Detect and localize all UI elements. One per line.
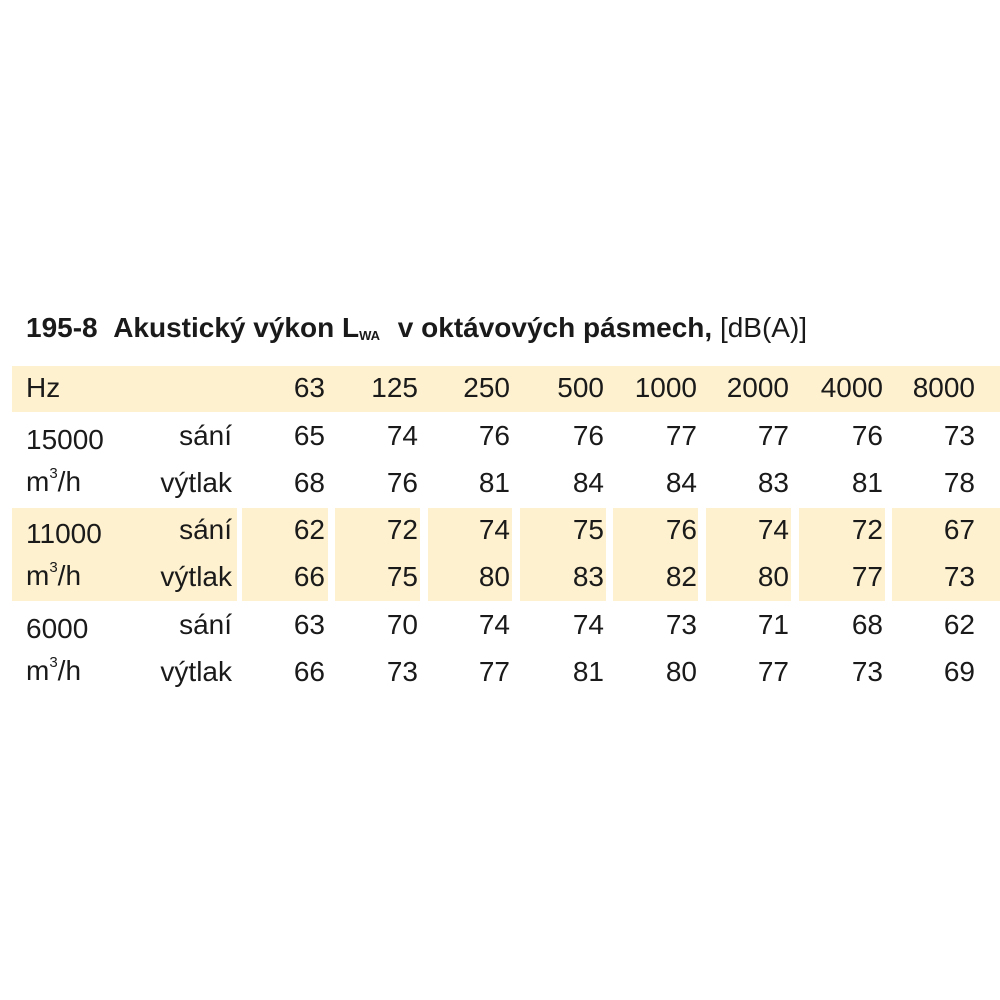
table-cell: 81	[851, 467, 883, 498]
table-cell: 80	[665, 656, 697, 687]
table-cell: 78	[943, 467, 975, 498]
header-freq: 63	[293, 372, 325, 403]
table-cell: 69	[943, 656, 975, 687]
table-cell: 83	[572, 561, 604, 592]
table-cell: 80	[478, 561, 510, 592]
flow-unit	[26, 559, 82, 591]
title-text: Akustický výkon L	[113, 312, 360, 343]
table-cell: 81	[478, 467, 510, 498]
table-cell: 83	[757, 467, 789, 498]
flow-unit-exponent: 3	[49, 465, 58, 482]
title-subscript: WA	[359, 328, 381, 343]
table-cell: 80	[757, 561, 789, 592]
table-cell: 73	[386, 656, 418, 687]
table-cell: 76	[665, 514, 697, 545]
table-cell: 81	[572, 656, 604, 687]
flow-unit-exponent: 3	[49, 559, 58, 576]
table-cell: 63	[293, 609, 325, 640]
table-cell: 73	[665, 609, 697, 640]
table-cell: 84	[665, 467, 697, 498]
flow-unit-base: m	[26, 655, 50, 686]
table-cell: 74	[478, 609, 510, 640]
table-cell: 76	[478, 420, 510, 451]
header-hz-label: Hz	[26, 372, 61, 403]
table-cell: 71	[757, 609, 789, 640]
row-label: výtlak	[160, 467, 232, 498]
header-freq: 1000	[634, 372, 697, 403]
table-cell: 72	[851, 514, 883, 545]
table-cell: 73	[943, 420, 975, 451]
flow-unit-tail: /h	[57, 560, 82, 591]
table-title	[26, 312, 807, 344]
header-freq: 250	[463, 372, 510, 403]
table-cell: 74	[386, 420, 418, 451]
table-cell: 82	[665, 561, 697, 592]
table-cell: 73	[943, 561, 975, 592]
header-freq: 500	[557, 372, 604, 403]
row-label: sání	[179, 420, 232, 451]
table-cell: 72	[386, 514, 418, 545]
flow-value: 11000	[26, 518, 102, 549]
title-text-2: v oktávových pásmech,	[397, 312, 713, 343]
flow-unit	[26, 465, 82, 497]
flow-unit-tail: /h	[57, 655, 82, 686]
table-cell: 75	[572, 514, 604, 545]
flow-unit-tail: /h	[57, 466, 82, 497]
table-cell: 77	[665, 420, 697, 451]
header-freq: 8000	[912, 372, 975, 403]
table-cell: 76	[572, 420, 604, 451]
table-cell: 74	[572, 609, 604, 640]
table-cell: 76	[386, 467, 418, 498]
flow-unit-base: m	[26, 466, 50, 497]
table-cell: 70	[386, 609, 418, 640]
table-cell: 77	[757, 656, 789, 687]
flow-unit-exponent: 3	[49, 654, 58, 671]
table-cell: 62	[293, 514, 325, 545]
table-cell: 66	[293, 561, 325, 592]
title-unit: [dB(A)]	[719, 312, 808, 343]
table-cell: 76	[851, 420, 883, 451]
table-cell: 73	[851, 656, 883, 687]
row-label: výtlak	[160, 656, 232, 687]
flow-value: 15000	[26, 424, 104, 455]
table-cell: 68	[293, 467, 325, 498]
table-cell: 84	[572, 467, 604, 498]
table-cell: 77	[757, 420, 789, 451]
table-cell: 77	[478, 656, 510, 687]
table-cell: 74	[757, 514, 789, 545]
flow-unit	[26, 654, 82, 686]
row-label: sání	[179, 514, 232, 545]
header-freq: 125	[371, 372, 418, 403]
title-code: 195-8	[26, 312, 98, 343]
row-label: sání	[179, 609, 232, 640]
table-cell: 68	[851, 609, 883, 640]
table-cell: 62	[943, 609, 975, 640]
header-freq: 4000	[820, 372, 883, 403]
table-cell: 65	[293, 420, 325, 451]
table-cell: 67	[943, 514, 975, 545]
flow-value: 6000	[26, 613, 89, 644]
flow-unit-base: m	[26, 560, 50, 591]
header-freq: 2000	[726, 372, 789, 403]
table-cell: 74	[478, 514, 510, 545]
table-cell: 66	[293, 656, 325, 687]
row-label: výtlak	[160, 561, 232, 592]
table-cell: 75	[386, 561, 418, 592]
table-cell: 77	[851, 561, 883, 592]
